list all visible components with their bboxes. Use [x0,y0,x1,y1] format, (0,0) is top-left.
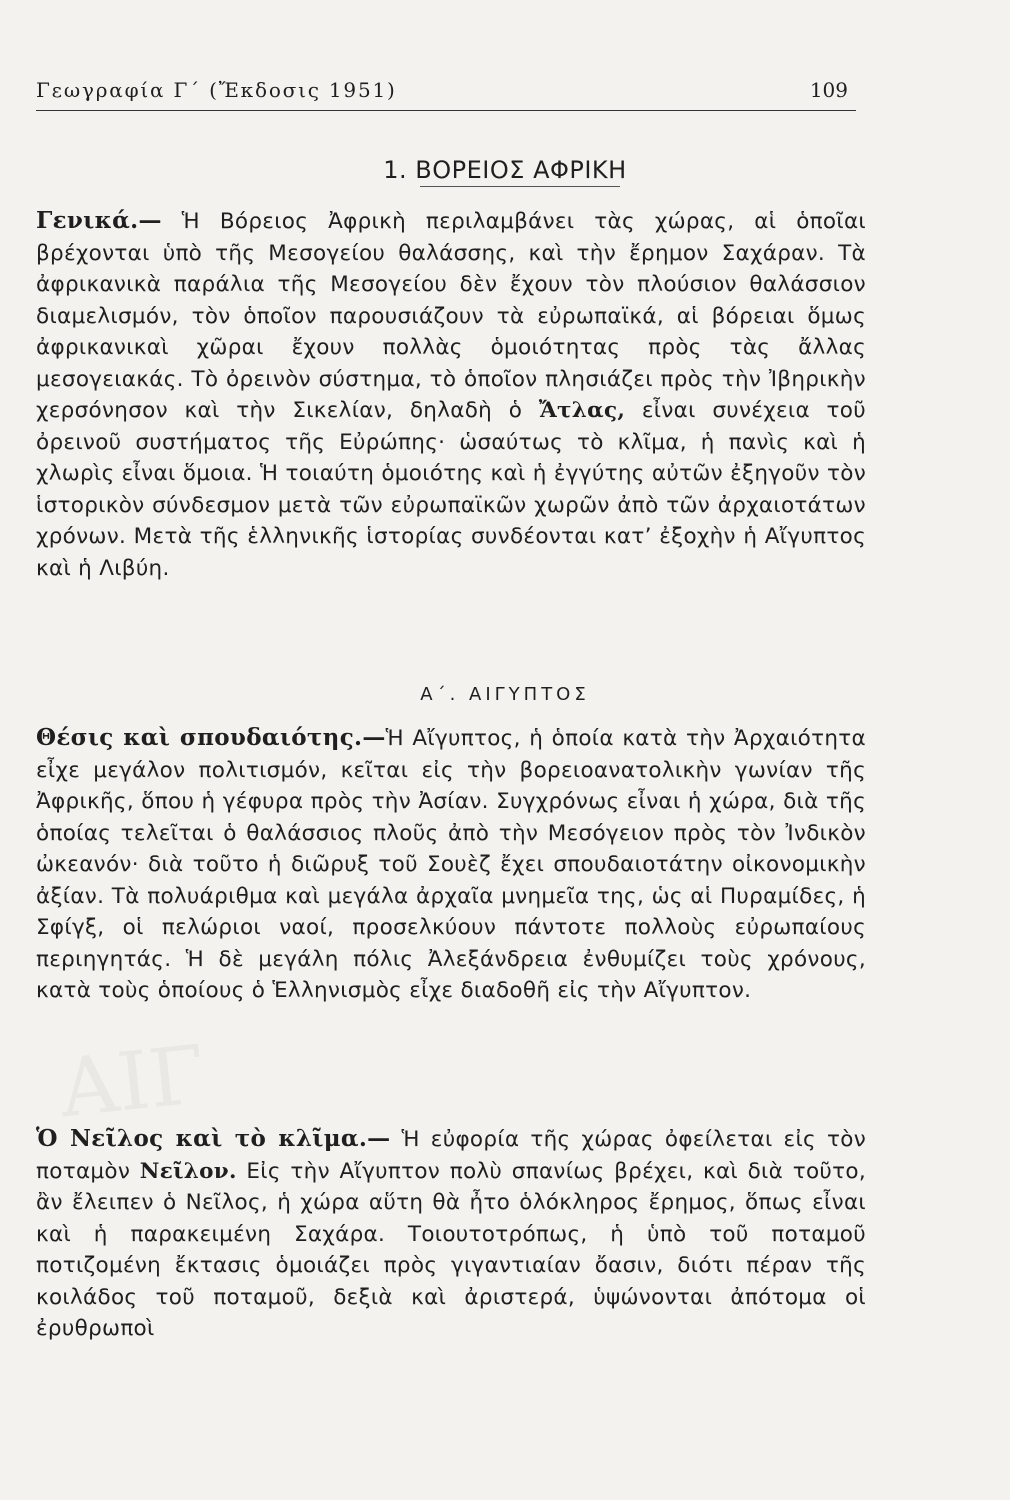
chapter-title: 1. ΒΟΡΕΙΟΣ ΑΦΡΙΚΗ [383,156,627,184]
nile-text-1: Ἡ εὐφορία τῆς χώρας ὀφείλεται εἰς τὸν ποταμὸν [36,1127,866,1184]
page-number: 109 [809,78,848,102]
chapter-underline [420,186,620,187]
section-title-egypt: Α΄. ΑΙΓΥΠΤΟΣ [420,684,590,705]
position-text: Ἡ Αἴγυπτος, ἡ ὁποία κατὰ τὴν Ἀρχαιότητα εἶχε μεγάλον πολιτισμόν, κεῖται εἰς τὴν βορειοανατολικὴν γωνίαν τῆς Ἀφρικῆς, ὅπου ἡ γέφυρα πρὸς τὴν Ἀσίαν. Συγχρόνως εἶναι ἡ χώρα, διὰ τῆς ὁποίας τελεῖται ὁ θαλάσσιος πλοῦς ἀπὸ τὴν Μεσόγειον πρὸς τὸν Ἰνδικὸν ὠκεανόν· διὰ τοῦτο ἡ διῶρυξ τοῦ Σουὲζ ἔχει σπουδαιοτάτην οἰκονομικὴν ἀξίαν. Τὰ πολυάριθμα καὶ μεγάλα ἀρχαῖα μνημεῖα της, ὡς αἱ Πυραμίδες, ἡ Σφίγξ, οἱ πελώριοι ναοί, προσελκύουν πάντοτε πολλοὺς εὐρωπαίους περιηγητάς. Ἡ δὲ μεγάλη πόλις Ἀλεξάνδρεια ἐνθυμίζει τοὺς χρόνους, κατὰ τοὺς ὁποίους ὁ Ἑλληνισμὸς εἶχε διαδοθῆ εἰς τὴν Αἴγυπτον. [36,726,866,1003]
atlas-term: Ἄτλας, [538,398,626,423]
running-title: Γεωγραφία Γ΄ (Ἔκδοσις 1951) [36,78,397,102]
heading-position: Θέσις καὶ σπουδαιότης.— [36,724,386,751]
general-text-1: Ἡ Βόρειος Ἀφρικὴ περιλαμβάνει τὰς χώρας, αἱ ὁποῖαι βρέχονται ὑπὸ τῆς Μεσογείου θαλάσσης, καὶ τὴν ἔρημον Σαχάραν. Τὰ ἀφρικανικὰ παράλια τῆς Μεσογείου δὲν ἔχουν τὸν πλούσιον θαλάσσιον διαμελισμόν, τὸν ὁποῖον παρουσιάζουν τὰ εὐρωπαϊκά, αἱ βόρειαι ὅμως ἀφρικανικαὶ χῶραι ἔχουν πολλὰς ὁμοιότητας πρὸς τὰς ἄλλας μεσογειακάς. Τὸ ὀρεινὸν σύστημα, τὸ ὁποῖον πλησιάζει πρὸς τὴν Ἰβηρικὴν χερσόνησον καὶ τὴν Σικελίαν, δηλαδὴ ὁ [36,209,866,423]
paragraph-general [36,205,866,584]
paragraph-nile [36,1123,866,1345]
heading-nile: Ὁ Νεῖλος καὶ τὸ κλῖμα.— [36,1125,391,1152]
nile-text-2: Εἰς τὴν Αἴγυπτον πολὺ σπανίως βρέχει, καὶ διὰ τοῦτο, ἂν ἔλειπεν ὁ Νεῖλος, ἡ χώρα αὕτη θὰ ἦτο ὁλόκληρος ἔρημος, ὅπως εἶναι καὶ ἡ παρακειμένη Σαχάρα. Τοιουτοτρόπως, ἡ ὑπὸ τοῦ ποταμοῦ ποτιζομένη ἔκτασις ὁμοιάζει πρὸς γιγαντιαίαν ὄασιν, διότι πέραν τῆς κοιλάδος τοῦ ποταμοῦ, δεξιὰ καὶ ἀριστερά, ὑψώνονται ἀπότομα οἱ ἐρυθρωποὶ [36,1158,866,1341]
running-head [36,78,848,104]
header-rule [36,110,856,111]
heading-general: Γενικά.— [36,207,162,234]
paragraph-position [36,722,866,1007]
bleed-through-mark: ΑΙΓ [55,1027,210,1136]
nile-term: Νεῖλον. [139,1158,237,1184]
general-text-2: εἶναι συνέχεια τοῦ ὀρεινοῦ συστήματος τῆς Εὐρώπης· ὡσαύτως τὸ κλῖμα, ἡ πανὶς καὶ ἡ χλωρὶς εἶναι ὅμοια. Ἡ τοιαύτη ὁμοιότης καὶ ἡ ἐγγύτης αὐτῶν ἐξηγοῦν τὸν ἱστορικὸν σύνδεσμον μετὰ τῶν εὐρωπαϊκῶν χωρῶν ἀπὸ τῶν ἀρχαιοτάτων χρόνων. Μετὰ τῆς ἑλληνικῆς ἱστορίας συνδέονται κατ’ ἐξοχὴν ἡ Αἴγυπτος καὶ ἡ Λιβύη. [36,398,866,581]
